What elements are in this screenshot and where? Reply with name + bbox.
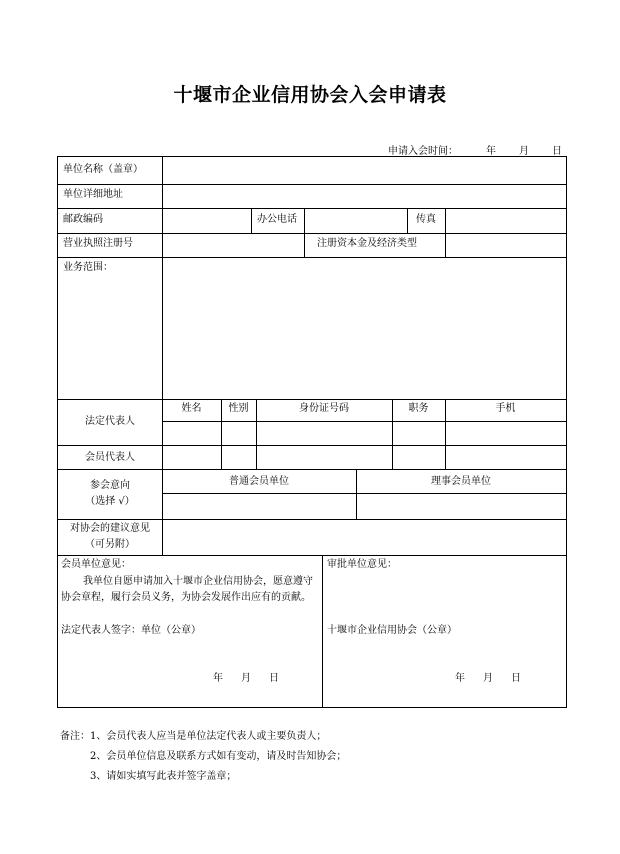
label-business-scope: 业务范围： bbox=[63, 262, 113, 273]
row-divider bbox=[58, 399, 566, 400]
form-title: 十堰市企业信用协会入会申请表 bbox=[173, 84, 447, 106]
member-opinion-body: 我单位自愿申请加入十堰市企业信用协会，愿意遵守协会章程，履行会员义务，为协会发展作出应有的贡献。 bbox=[61, 576, 313, 603]
approval-opinion-year: 年 bbox=[455, 673, 465, 684]
header-id-number: 身份证号码 bbox=[299, 403, 349, 414]
apply-date-year: 年 bbox=[486, 146, 496, 157]
label-capital-type: 注册资本金及经济类型 bbox=[317, 238, 417, 249]
label-intention: 参会意向 bbox=[90, 480, 130, 491]
column-divider bbox=[407, 208, 408, 233]
column-divider bbox=[251, 208, 252, 233]
apply-date-month: 月 bbox=[519, 146, 529, 157]
notes bbox=[60, 727, 346, 787]
label-fax: 传真 bbox=[416, 214, 436, 225]
row-divider bbox=[58, 469, 566, 470]
column-divider bbox=[162, 157, 163, 555]
label-postal-code: 邮政编码 bbox=[63, 214, 103, 225]
approval-opinion-day: 日 bbox=[511, 673, 521, 684]
row-divider bbox=[162, 493, 566, 494]
option-council-member: 理事会员单位 bbox=[431, 476, 491, 487]
label-unit-address: 单位详细地址 bbox=[63, 189, 123, 200]
apply-date-label: 申请入会时间： bbox=[388, 146, 458, 157]
row-divider bbox=[58, 184, 566, 185]
label-suggestion: 对协会的建议意见 bbox=[70, 523, 150, 534]
note-item: 备注：1、会员代表人应当是单位法定代表人或主要负责人； bbox=[60, 731, 327, 742]
label-legal-representative: 法定代表人 bbox=[85, 416, 135, 427]
apply-date-day: 日 bbox=[552, 146, 562, 157]
row-divider bbox=[58, 555, 566, 556]
column-divider bbox=[304, 208, 305, 233]
member-opinion-signature: 法定代表人签字：单位（公章） bbox=[61, 625, 201, 636]
note-item: 2、会员单位信息及联系方式如有变动，请及时告知协会； bbox=[90, 751, 347, 762]
member-opinion-year: 年 bbox=[213, 673, 223, 684]
label-member-representative: 会员代表人 bbox=[85, 452, 135, 463]
application-form-table bbox=[57, 156, 567, 708]
member-opinion-heading: 会员单位意见： bbox=[61, 559, 131, 570]
label-business-license: 营业执照注册号 bbox=[63, 238, 133, 249]
header-gender: 性别 bbox=[228, 403, 249, 414]
row-divider bbox=[58, 257, 566, 258]
row-divider bbox=[58, 233, 566, 234]
header-mobile: 手机 bbox=[495, 403, 516, 414]
option-normal-member: 普通会员单位 bbox=[229, 476, 289, 487]
header-position: 职务 bbox=[408, 403, 429, 414]
member-opinion-day: 日 bbox=[269, 673, 279, 684]
row-divider bbox=[162, 421, 566, 422]
approval-opinion-signature: 十堰市企业信用协会（公章） bbox=[327, 625, 457, 636]
column-divider bbox=[322, 555, 323, 707]
row-divider bbox=[58, 445, 566, 446]
column-divider bbox=[304, 233, 305, 257]
row-divider bbox=[58, 208, 566, 209]
member-opinion-month: 月 bbox=[241, 673, 251, 684]
row-divider bbox=[58, 519, 566, 520]
approval-opinion-month: 月 bbox=[483, 673, 493, 684]
label-unit-name: 单位名称（盖章） bbox=[63, 164, 143, 175]
label-intention-select: （选择 √） bbox=[85, 496, 135, 507]
note-item: 3、请如实填写此表并签字盖章； bbox=[90, 771, 237, 782]
label-office-phone: 办公电话 bbox=[257, 214, 297, 225]
approval-opinion-heading: 审批单位意见： bbox=[327, 559, 397, 570]
header-name: 姓名 bbox=[181, 403, 202, 414]
column-divider bbox=[445, 208, 446, 257]
label-suggestion-attach: （可另附） bbox=[85, 539, 135, 550]
